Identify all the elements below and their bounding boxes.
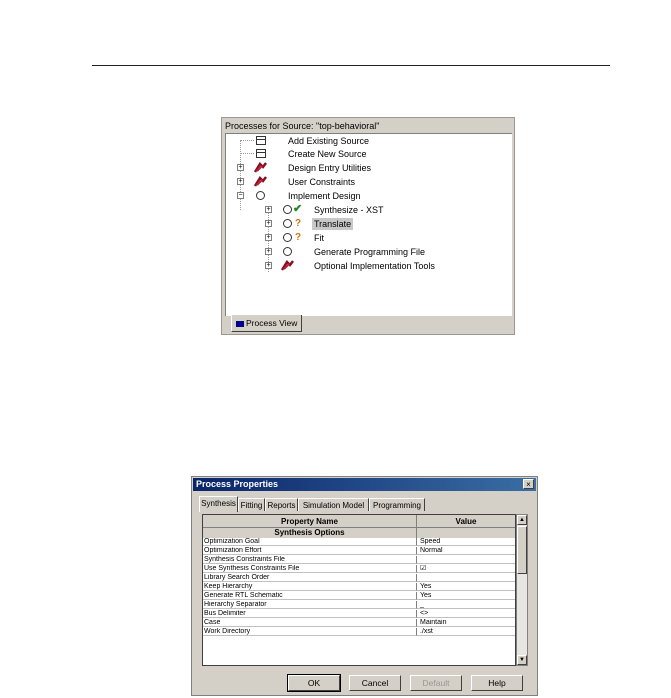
dialog-title: Process Properties: [196, 479, 279, 489]
utilities-icon: [281, 260, 294, 271]
help-button[interactable]: Help: [471, 675, 523, 691]
process-panel: [221, 117, 515, 335]
process-view-icon: [236, 321, 244, 327]
expand-icon[interactable]: +: [266, 220, 271, 227]
expand-icon[interactable]: +: [238, 164, 243, 171]
default-button[interactable]: Default: [410, 675, 462, 691]
utilities-icon: [254, 176, 267, 187]
table-row[interactable]: Use Synthesis Constraints File ☑: [203, 565, 515, 573]
process-cycle-icon: [283, 247, 292, 256]
tab-fitting[interactable]: Fitting: [238, 498, 265, 511]
tree-item-fit[interactable]: + ? Fit: [266, 232, 324, 243]
vertical-scrollbar[interactable]: [516, 514, 528, 666]
tree-item-implement-design[interactable]: − Implement Design: [238, 191, 361, 201]
expand-icon[interactable]: +: [266, 234, 271, 241]
table-row[interactable]: Hierarchy Separator _: [203, 601, 515, 609]
collapse-icon[interactable]: −: [238, 192, 243, 199]
column-header-property-name: Property Name: [203, 515, 417, 528]
table-row[interactable]: Work Directory ./xst: [203, 628, 515, 636]
table-row[interactable]: Synthesis Constraints File: [203, 556, 515, 564]
tab-process-view[interactable]: Process View: [231, 315, 302, 332]
scroll-thumb[interactable]: [517, 526, 527, 574]
check-icon: ✔: [293, 203, 303, 215]
tree-item-translate[interactable]: + ? Translate: [266, 218, 352, 229]
ok-button[interactable]: OK: [288, 675, 340, 691]
tab-reports[interactable]: Reports: [265, 498, 298, 511]
expand-icon[interactable]: +: [266, 262, 271, 269]
section-row: [203, 528, 515, 538]
tab-synthesis[interactable]: Synthesis: [199, 496, 238, 512]
tree-item-optional-implementation-tools[interactable]: + Optional Implementation Tools: [266, 261, 435, 271]
column-header-value: Value: [417, 515, 515, 528]
tree-item-generate-programming-file[interactable]: + Generate Programming File: [266, 247, 426, 257]
table-row[interactable]: Keep Hierarchy Yes: [203, 583, 515, 591]
tree-item-create-new-source[interactable]: Create New Source: [226, 148, 506, 160]
expand-icon[interactable]: +: [238, 178, 243, 185]
table-row[interactable]: Optimization Goal Speed: [203, 538, 515, 546]
tab-simulation-model[interactable]: Simulation Model: [298, 498, 369, 511]
process-properties-dialog: [191, 476, 538, 696]
question-icon: ?: [295, 218, 302, 229]
process-cycle-icon: [283, 205, 292, 214]
tree-item-synthesize-xst[interactable]: + ✔ Synthesize - XST: [266, 203, 384, 215]
tree-item-design-entry-utilities[interactable]: + Design Entry Utilities: [238, 163, 372, 173]
process-panel-tabstrip: [225, 315, 511, 332]
process-panel-header: Processes for Source: "top-behavioral": [225, 121, 380, 131]
document-icon: [256, 149, 266, 158]
process-cycle-icon: [283, 233, 292, 242]
tree-item-add-existing-source[interactable]: Add Existing Source: [226, 135, 506, 147]
table-row[interactable]: Generate RTL Schematic Yes: [203, 592, 515, 600]
property-grid: [202, 514, 516, 666]
table-row[interactable]: Library Search Order: [203, 574, 515, 582]
table-row[interactable]: Bus Delimiter <>: [203, 610, 515, 618]
tree-item-user-constraints[interactable]: + User Constraints: [238, 177, 356, 187]
cancel-button[interactable]: Cancel: [349, 675, 401, 691]
dialog-titlebar[interactable]: [193, 478, 536, 491]
table-row[interactable]: Optimization Effort Normal: [203, 547, 515, 555]
table-row[interactable]: Case Maintain: [203, 619, 515, 627]
process-cycle-icon: [256, 191, 265, 200]
document-icon: [256, 136, 266, 145]
process-tree: [225, 133, 512, 316]
expand-icon[interactable]: +: [266, 248, 271, 255]
page-rule: [92, 65, 610, 66]
utilities-icon: [254, 162, 267, 173]
tab-programming[interactable]: Programming: [369, 498, 425, 511]
process-cycle-icon: [283, 219, 292, 228]
checkbox-use-constraints[interactable]: ☑: [417, 565, 515, 573]
section-title: Synthesis Options: [203, 528, 417, 538]
scroll-up-icon[interactable]: ▲: [517, 515, 527, 525]
question-icon: ?: [295, 232, 302, 243]
expand-icon[interactable]: +: [266, 206, 271, 213]
grid-header: [203, 515, 515, 528]
scroll-down-icon[interactable]: ▼: [517, 655, 527, 665]
close-icon[interactable]: ×: [523, 479, 534, 489]
